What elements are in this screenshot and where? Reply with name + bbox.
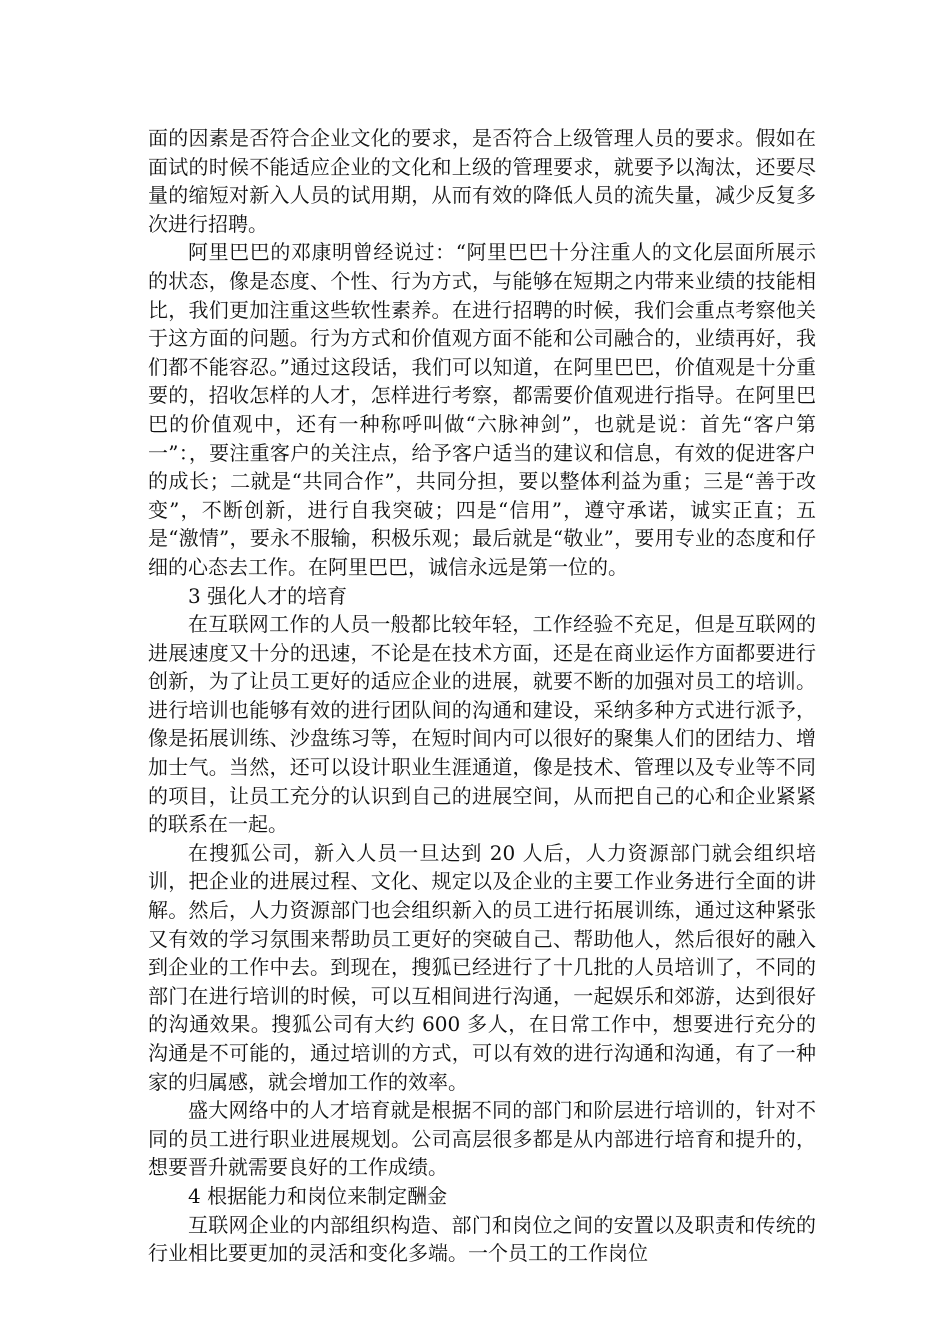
paragraph-3: 在互联网工作的人员一般都比较年轻，工作经验不充足，但是互联网的进展速度又十分的迅速，不论是在技术方面，还是在商业运作方面都要进行创新，为了让员工更好的适应企业的进展，就要不断的加强对员工的培训。进行培训也能够有效的进行团队间的沟通和建设，采纳多种方式进行派予，像是拓展训练、沙盘练习等，在短时间内可以很好的聚集人们的团结力、增加士气。当然，还可以设计职业生涯通道，像是技术、管理以及专业等不同的项目，让员工充分的认识到自己的进展空间，从而把自己的心和企业紧紧的联系在一起。 bbox=[148, 612, 816, 837]
document-page bbox=[148, 124, 816, 1268]
section-heading-3: 3 强化人才的培育 bbox=[188, 583, 348, 608]
section-heading-4: 4 根据能力和岗位来制定酬金 bbox=[188, 1183, 448, 1208]
paragraph-1: 面的因素是否符合企业文化的要求，是否符合上级管理人员的要求。假如在面试的时候不能适应企业的文化和上级的管理要求，就要予以淘汰，还要尽量的缩短对新入人员的试用期，从而有效的降低人员的流失量，减少反复多次进行招聘。 bbox=[148, 126, 816, 236]
paragraph-6: 互联网企业的内部组织构造、部门和岗位之间的安置以及职责和传统的行业相比要更加的灵活和变化多端。一个员工的工作岗位 bbox=[148, 1212, 816, 1266]
paragraph-4: 在搜狐公司，新入人员一旦达到 20 人后，人力资源部门就会组织培训，把企业的进展过程、文化、规定以及企业的主要工作业务进行全面的讲解。然后，人力资源部门也会组织新入的员工进行拓展训练，通过这种紧张又有效的学习氛围来帮助员工更好的突破自己、帮助他人，然后很好的融入到企业的工作中去。到现在，搜狐已经进行了十几批的人员培训了，不同的部门在进行培训的时候，可以互相间进行沟通，一起娱乐和郊游，达到很好的沟通效果。搜狐公司有大约 600 多人，在日常工作中，想要进行充分的沟通是不可能的，通过培训的方式，可以有效的进行沟通和沟通，有了一种家的归属感，就会增加工作的效率。 bbox=[148, 840, 816, 1094]
paragraph-2: 阿里巴巴的邓康明曾经说过：“阿里巴巴十分注重人的文化层面所展示的状态，像是态度、个性、行为方式，与能够在短期之内带来业绩的技能相比，我们更加注重这些软性素养。在进行招聘的时候，我们会重点考察他关于这方面的问题。行为方式和价值观方面不能和公司融合的，业绩再好，我们都不能容忍。”通过这段话，我们可以知道，在阿里巴巴，价值观是十分重要的，招收怎样的人才，怎样进行考察，都需要价值观进行指导。在阿里巴巴的价值观中，还有一种称呼叫做“六脉神剑”，也就是说：首先“客户第一”：，要注重客户的关注点，给予客户适当的建议和信息，有效的促进客户的成长；二就是“共同合作”，共同分担，要以整体利益为重；三是“善于改变”，不断创新，进行自我突破；四是“信用”，遵守承诺，诚实正直；五是“激情”，要永不服输，积极乐观；最后就是“敬业”，要用专业的态度和仔细的心态去工作。在阿里巴巴，诚信永远是第一位的。 bbox=[148, 240, 816, 579]
paragraph-5: 盛大网络中的人才培育就是根据不同的部门和阶层进行培训的，针对不同的员工进行职业进展规划。公司高层很多都是从内部进行培育和提升的，想要晋升就需要良好的工作成绩。 bbox=[148, 1098, 816, 1180]
